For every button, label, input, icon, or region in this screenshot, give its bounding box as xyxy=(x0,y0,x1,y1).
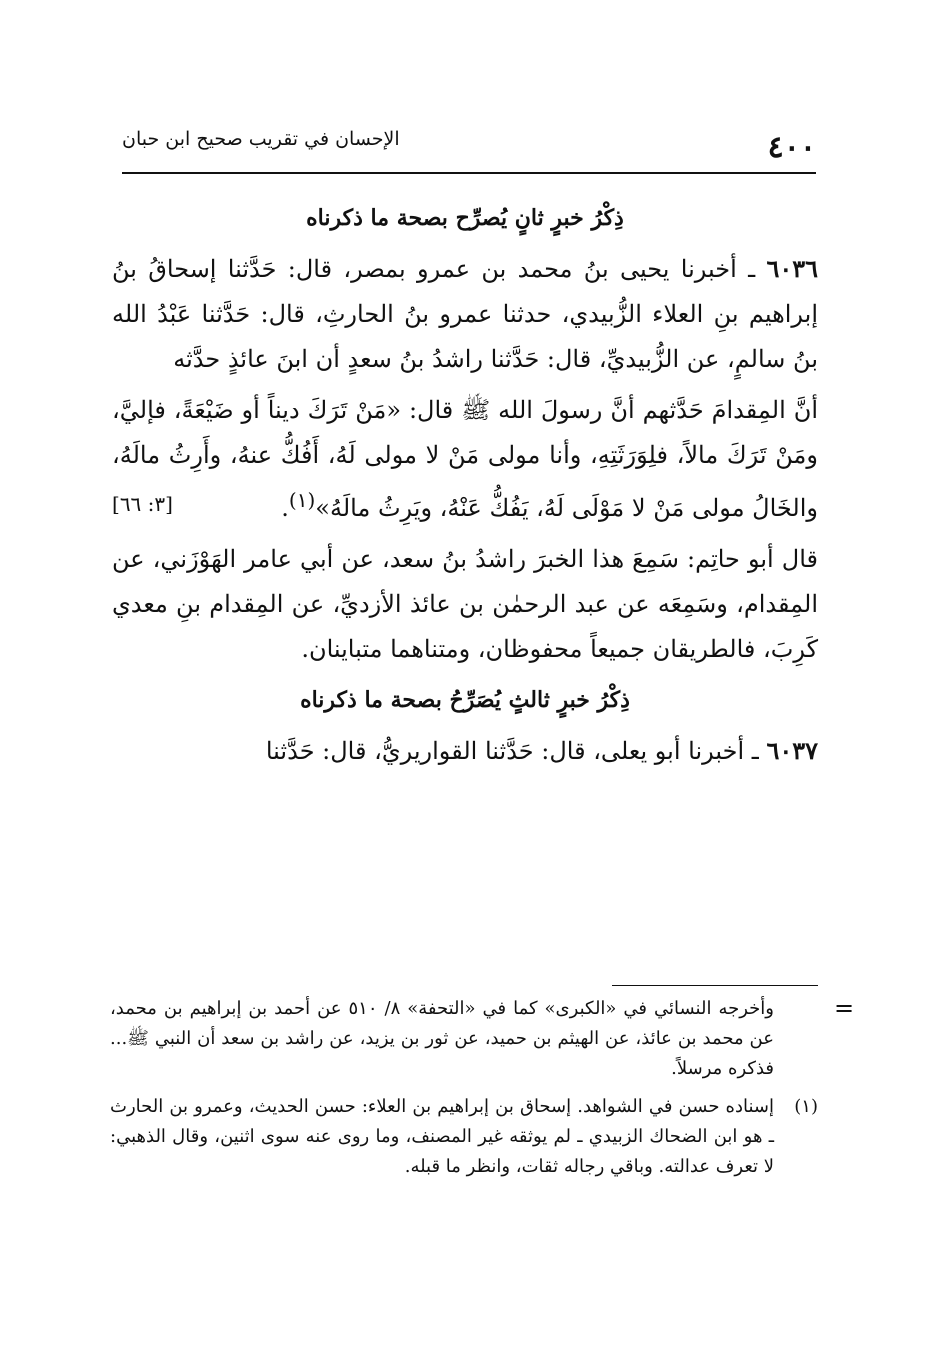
hadith-number: ٦٠٣٦ xyxy=(766,254,819,283)
footnote-text: إسناده حسن في الشواهد. إسحاق بن إبراهيم بن العلاء: حسن الحديث، وعمرو بن الحارث ـ هو ابن الضحاك الزبيدي ـ لم يوثقه غير المصنف، وما روى عنه سوى اثنين، وقال الذهبي: لا تعرف عدالته. وباقي رجاله ثقات، وانظر ما قبله. xyxy=(110,1096,774,1177)
page-number: ٤٠٠ xyxy=(767,130,816,165)
main-text xyxy=(112,190,818,780)
footnote-marker: (١) xyxy=(288,488,316,512)
matn-text: أنَّ المِقدامَ حَدَّثهم أنَّ رسولَ الله ﷺ قال: «مَنْ تَرَكَ ديناً أو ضَيْعَةً، فإليَّ، ومَنْ تَرَكَ مالاً، فلِوَرَثَتِهِ، وأنا مولى مَنْ لا مولى لَهُ، أَفُكُّ عنهُ، وأَرِثُ مالَهُ، والخَالُ مولى مَنْ لا مَوْلَى لَهُ، يَفُكُّ عَنْهُ، ويَرِثُ مالَهُ» xyxy=(112,396,818,522)
book-title: الإحسان في تقريب صحيح ابن حبان xyxy=(122,128,400,150)
hadith-isnad xyxy=(112,246,818,382)
footnotes xyxy=(110,994,818,1182)
hadith-matn: أنَّ المِقدامَ حَدَّثهم أنَّ رسولَ الله ﷺ قال: «مَنْ تَرَكَ ديناً أو ضَيْعَةً، فإليَّ، ومَنْ تَرَكَ مالاً، فلِوَرَثَتِهِ، وأنا مولى مَنْ لا مولى لَهُ، أَفُكُّ عنهُ، وأَرِثُ مالَهُ، والخَالُ مولى مَنْ لا مَوْلَى لَهُ، يَفُكُّ عَنْهُ، ويَرِثُ مالَهُ»$^{(١)}$. [٣: ٦٦] xyxy=(112,388,818,531)
footnote-number: (١) xyxy=(794,1096,818,1117)
section-heading: ذِكْرُ خبرٍ ثالثٍ يُصَرِّحُ بصحة ما ذكرناه xyxy=(300,687,630,713)
hadith-number: ٦٠٣٧ xyxy=(766,736,818,765)
header-rule xyxy=(122,172,816,174)
hadith-reference: [٣: ٦٦] xyxy=(112,492,173,516)
section-heading: ذِكْرُ خبرٍ ثانٍ يُصرِّح بصحة ما ذكرناه xyxy=(306,205,624,231)
isnad-text: ـ أخبرنا أبو يعلى، قال: حَدَّثنا القواريريُّ، قال: حَدَّثنا xyxy=(265,737,759,765)
footnote-continuation: وأخرجه النسائي في «الكبرى» كما في «التحفة» ٨/ ٥١٠ عن أحمد بن إبراهيم بن محمد، عن محمد بن عائذ، عن الهيثم بن حميد، عن ثور بن يزيد، عن راشد بن سعد أن النبي ﷺ... فذكره مرسلاً. xyxy=(110,998,774,1079)
isnad-text: ـ أخبرنا يحيى بنُ محمد بن عمرو بمصر، قال: حَدَّثنا إسحاقُ بنُ إبراهيم بنِ العلاء الزُّبيدي، حدثنا عمرو بنُ الحارثِ، قال: حَدَّثنا عَبْدُ الله بنُ سالمٍ، عن الزُّبيديِّ، قال: حَدَّثنا راشدُ بنُ سعدٍ أن ابنَ عائذٍ حدَّثه xyxy=(112,255,818,373)
scholar-comment: قال أبو حاتِم: سَمِعَ هذا الخبرَ راشدُ بنُ سعد، عن أبي عامر الهَوْزَني، عن المِقدام، وسَمِعَه عن عبد الرحمٰن بن عائذ الأزديِّ، عن المِقدام بنِ معدي كَرِبَ، فالطريقان جميعاً محفوظان، ومتناهما متباينان. xyxy=(112,545,818,663)
running-header xyxy=(122,122,816,170)
footnote-continuation-mark: = xyxy=(834,994,855,1022)
footnote-item xyxy=(110,1092,818,1182)
hadith-isnad xyxy=(112,728,818,774)
footnote-rule xyxy=(612,985,818,986)
